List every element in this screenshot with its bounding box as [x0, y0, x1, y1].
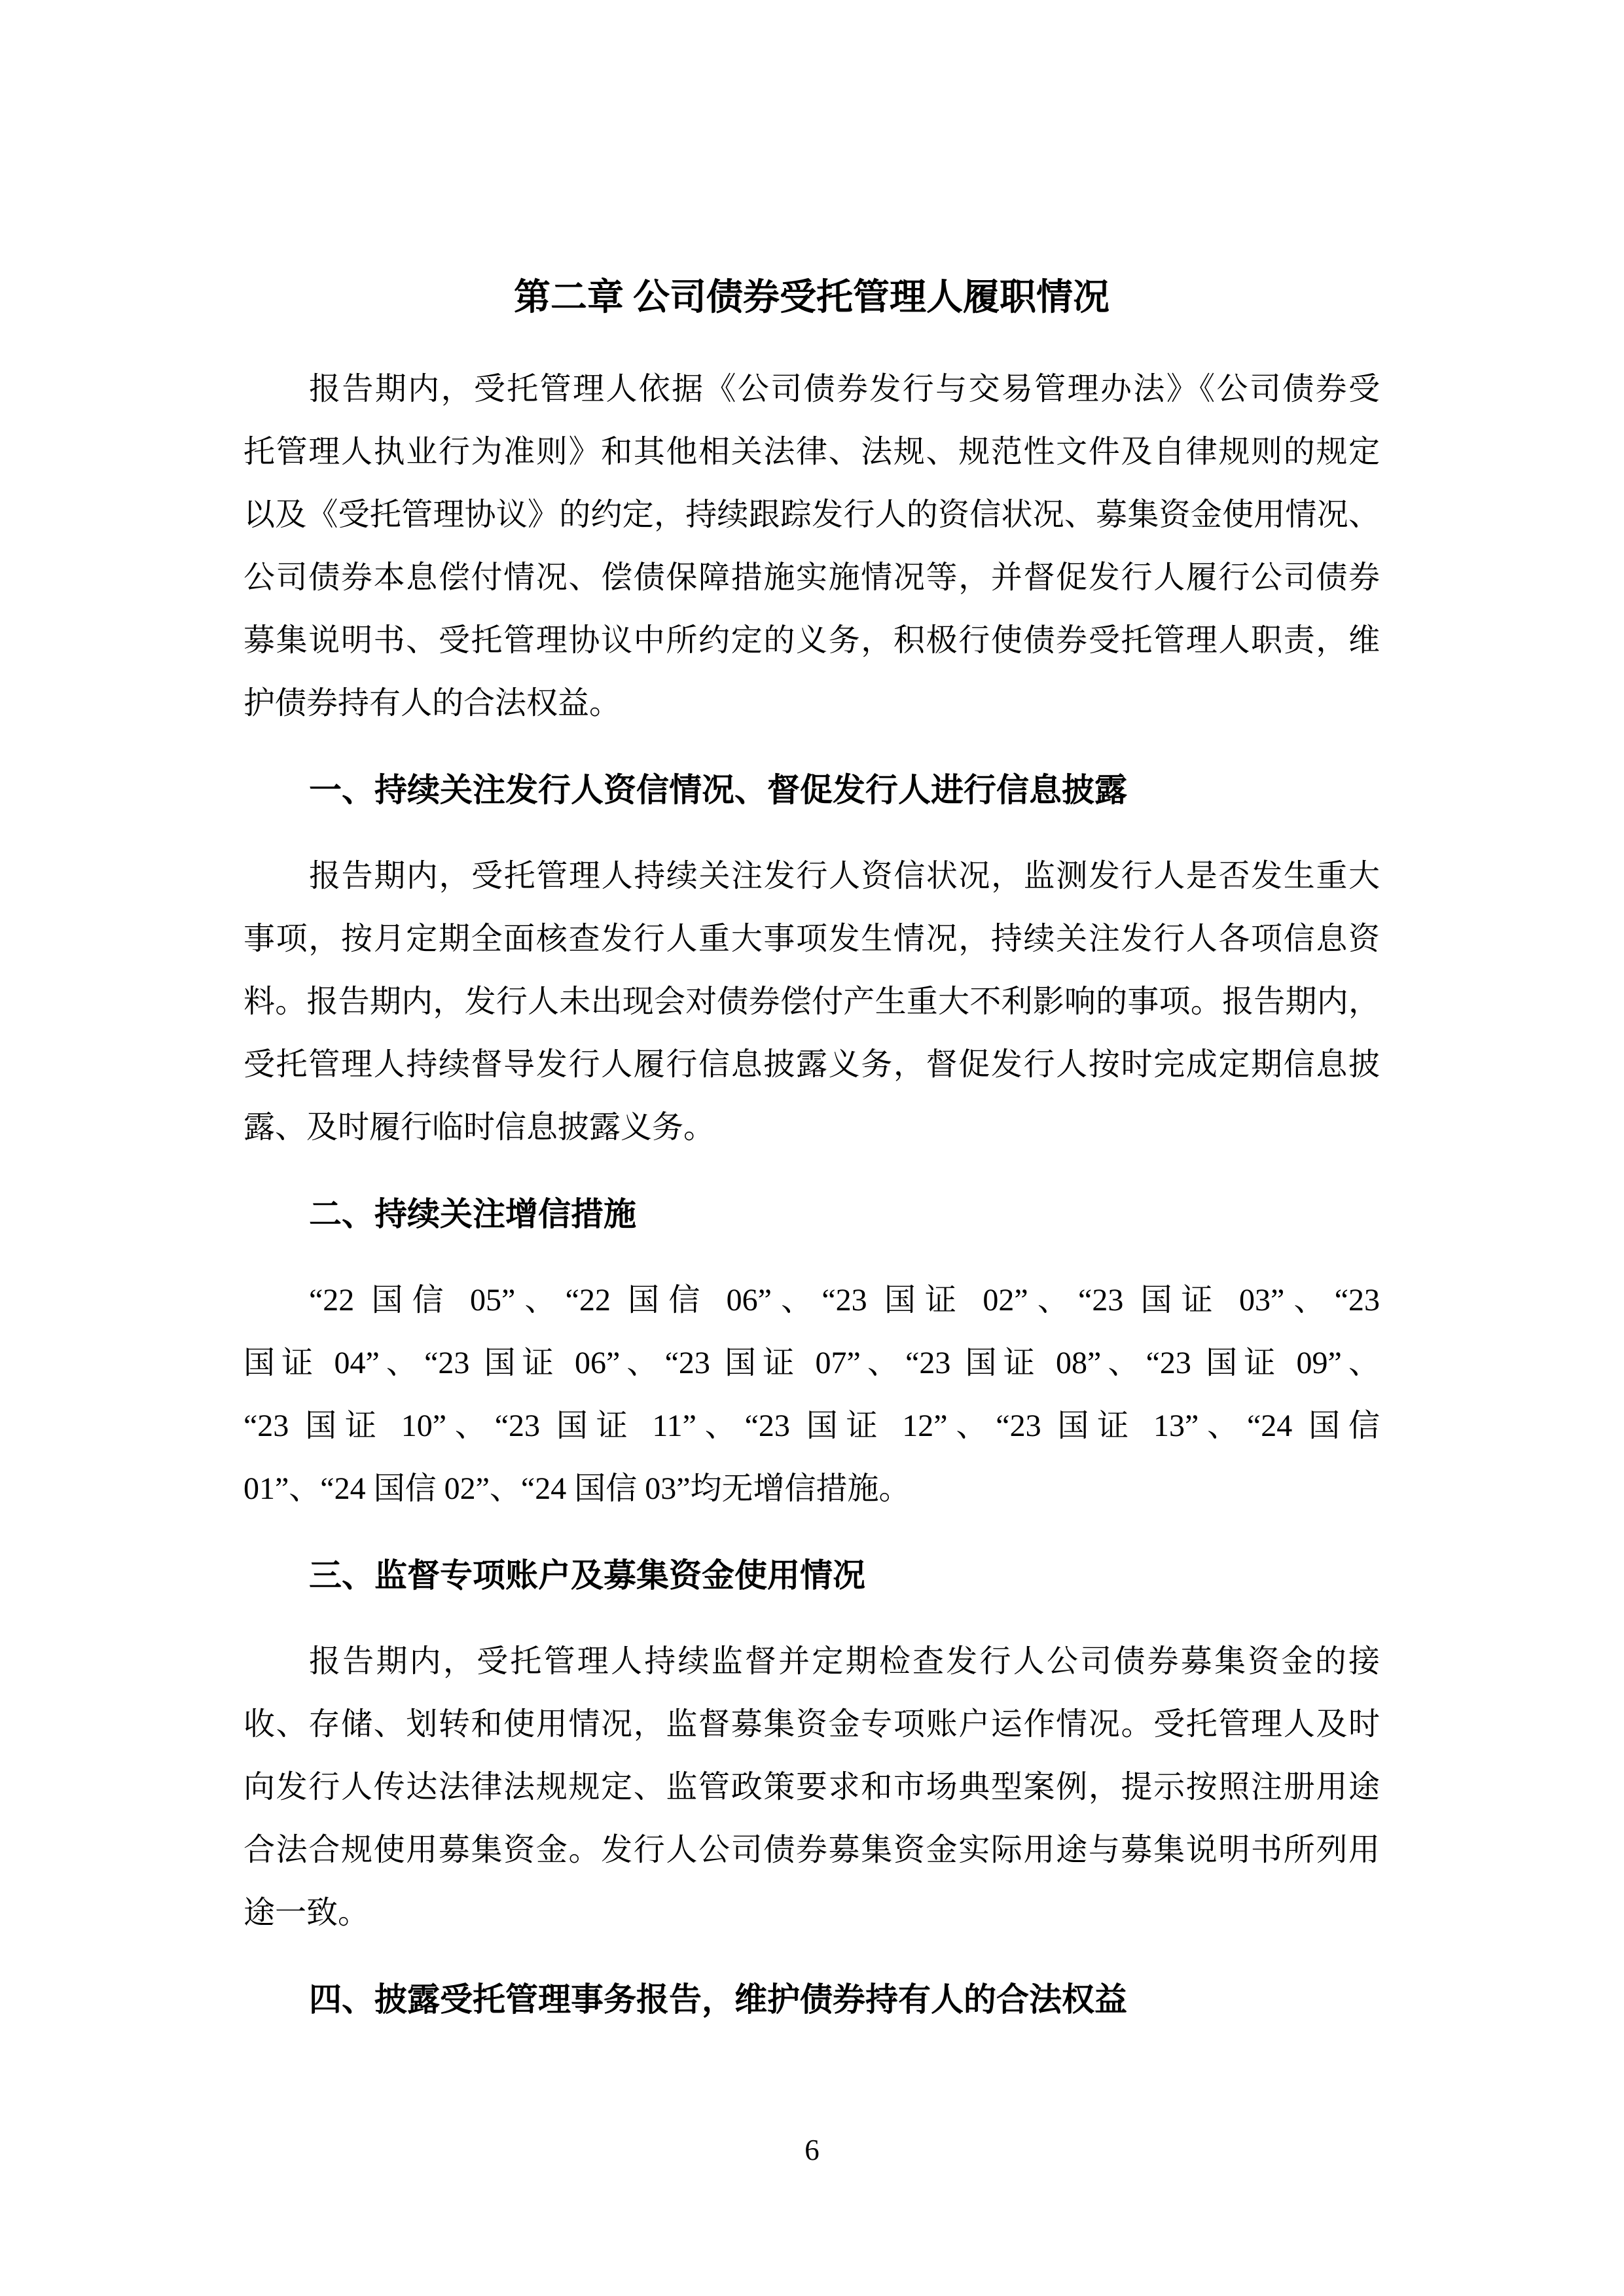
section-heading-1: 一、持续关注发行人资信情况、督促发行人进行信息披露	[309, 772, 1127, 808]
section-heading-2: 二、持续关注增信措施	[309, 1196, 636, 1232]
section-heading-4: 四、披露受托管理事务报告，维护债券持有人的合法权益	[309, 1981, 1127, 2018]
text-line: 露、及时履行临时信息披露义务。	[244, 1110, 715, 1145]
paragraph-1	[244, 358, 1380, 735]
text-line: 事项，按月定期全面核查发行人重大事项发生情况，持续关注发行人各项信息资	[244, 922, 1380, 956]
section-heading-3: 三、监督专项账户及募集资金使用情况	[309, 1557, 865, 1594]
text-line: 公司债券本息偿付情况、偿债保障措施实施情况等，并督促发行人履行公司债券	[244, 560, 1380, 595]
paragraph-2	[244, 845, 1380, 1159]
text-line: 护债券持有人的合法权益。	[244, 686, 621, 721]
paragraph-3	[244, 1269, 1380, 1520]
text-line: 01”、“24 国信 02”、“24 国信 03”均无增信措施。	[244, 1471, 911, 1506]
text-line: 受托管理人持续督导发行人履行信息披露义务，督促发行人按时完成定期信息披	[244, 1047, 1380, 1082]
text-line: 以及《受托管理协议》的约定，持续跟踪发行人的资信状况、募集资金使用情况、	[244, 497, 1380, 532]
text-line: 报告期内，受托管理人依据《公司债券发行与交易管理办法》《公司债券受	[309, 372, 1380, 406]
text-line: 料。报告期内，发行人未出现会对债券偿付产生重大不利影响的事项。报告期内，	[244, 984, 1380, 1019]
text-line: 收、存储、划转和使用情况，监督募集资金专项账户运作情况。受托管理人及时	[244, 1707, 1380, 1742]
text-line: 国证 04”、“23 国证 06”、“23 国证 07”、“23 国证 08”、“23 国证 09”、	[244, 1346, 1380, 1380]
text-line: 托管理人执业行为准则》和其他相关法律、法规、规范性文件及自律规则的规定	[244, 435, 1380, 469]
text-line: 途一致。	[244, 1895, 370, 1930]
text-line: 合法合规使用募集资金。发行人公司债券募集资金实际用途与募集说明书所列用	[244, 1833, 1380, 1867]
paragraph-4	[244, 1630, 1380, 1945]
text-line: 报告期内，受托管理人持续关注发行人资信状况，监测发行人是否发生重大	[309, 859, 1380, 893]
text-line: “23 国证 10”、“23 国证 11”、“23 国证 12”、“23 国证 13”、“24 国信	[244, 1408, 1380, 1443]
page-content	[244, 266, 1380, 2054]
text-line: 募集说明书、受托管理协议中所约定的义务，积极行使债券受托管理人职责，维	[244, 623, 1380, 658]
text-line: 报告期内，受托管理人持续监督并定期检查发行人公司债券募集资金的接	[309, 1644, 1380, 1679]
text-line: “22 国信 05”、“22 国信 06”、“23 国证 02”、“23 国证 03”、“23	[309, 1283, 1380, 1318]
page-number: 6	[804, 2134, 820, 2166]
text-line: 向发行人传达法律法规规定、监管政策要求和市场典型案例，提示按照注册用途	[244, 1770, 1380, 1804]
chapter-title: 第二章 公司债券受托管理人履职情况	[514, 278, 1110, 318]
